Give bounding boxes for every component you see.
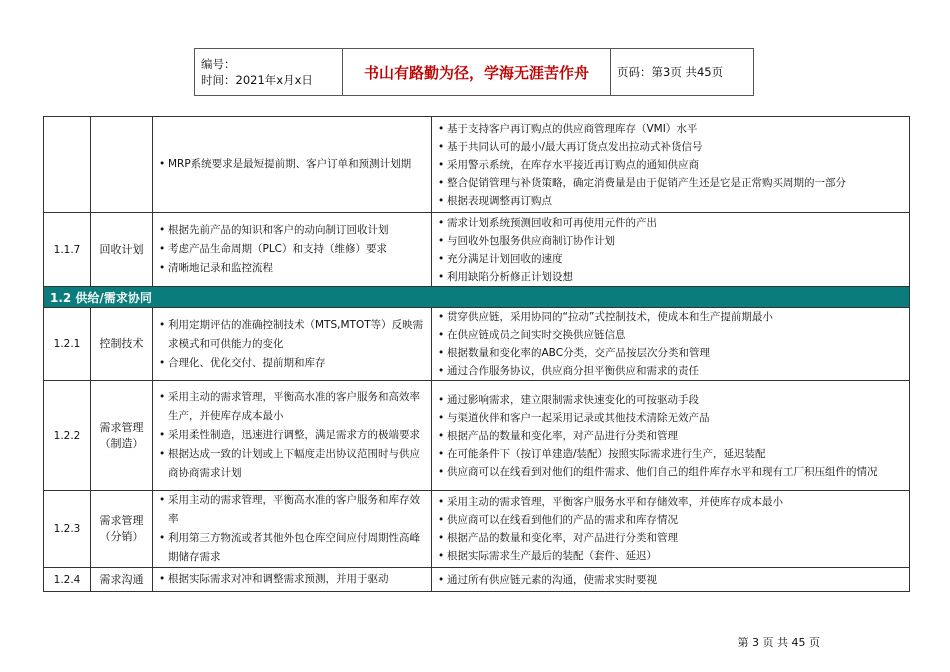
bullet-list [438, 308, 903, 380]
page-footer: 第 3 页 共 45 页 [737, 636, 820, 649]
bullet-item: • 根据达成一致的计划或上下幅度走出协议范围时与供应商协商需求计划 [159, 445, 425, 483]
bullet-item: • 采用主动的需求管理，平衡高水准的客户服务和库存效率 [159, 491, 425, 529]
bullet-item: • 充分满足计划回收的速度 [438, 250, 903, 268]
item-name: 需求管理（分销） [91, 491, 153, 568]
bullet-item: • 采用主动的需求管理，平衡高水准的客户服务和高效率生产，并使库存成本最小 [159, 388, 425, 426]
time-label: 时间：2021年x月x日 [201, 73, 313, 87]
item-name: 控制技术 [91, 308, 153, 381]
item-number: 1.2.3 [44, 491, 91, 568]
bullet-list [159, 316, 425, 373]
right-criteria-cell [432, 308, 910, 381]
content-table-body [44, 117, 910, 592]
item-number [44, 117, 91, 213]
item-number: 1.1.7 [44, 213, 91, 287]
bullet-list [438, 493, 903, 565]
bullet-item: • 利用缺陷分析修正计划设想 [438, 268, 903, 286]
section-header-row [44, 287, 910, 308]
bullet-item: • 在可能条件下（按订单建造/装配）按照实际需求进行生产，延迟装配 [438, 445, 903, 463]
table-row [44, 213, 910, 287]
right-criteria-cell [432, 381, 910, 491]
left-criteria-cell [153, 308, 432, 381]
table-row [44, 491, 910, 568]
item-number: 1.2.4 [44, 568, 91, 592]
table-row [44, 568, 910, 592]
item-name: 需求管理（制造） [91, 381, 153, 491]
bullet-item: • 与回收外包服务供应商制订协作计划 [438, 232, 903, 250]
content-table [43, 116, 910, 592]
bullet-item: • 清晰地记录和监控流程 [159, 259, 425, 278]
bullet-list [159, 221, 425, 278]
bullet-item: • 基于支持客户再订购点的供应商管理库存（VMI）水平 [438, 120, 903, 138]
bullet-list [159, 155, 425, 174]
left-criteria-cell [153, 213, 432, 287]
right-criteria-cell [432, 213, 910, 287]
bullet-list [438, 571, 903, 589]
bullet-item: • 供应商可以在线看到他们的产品的需求和库存情况 [438, 511, 903, 529]
header-page-info: 页码：第3页 共45页 [611, 49, 754, 96]
bullet-item: • 需求计划系统预测回收和可再使用元件的产出 [438, 214, 903, 232]
header-motto: 书山有路勤为径，学海无涯苦作舟 [343, 49, 611, 96]
bullet-list [438, 120, 903, 210]
table-row [44, 381, 910, 491]
bullet-item: • 通过影响需求，建立限制需求快速变化的可按驱动手段 [438, 391, 903, 409]
header-meta [195, 49, 343, 96]
bullet-item: • 供应商可以在线看到对他们的组件需求、他们自己的组件库存水平和现有工厂积压组件的情况 [438, 463, 903, 481]
bullet-list [159, 570, 425, 589]
bullet-item: • 通过所有供应链元素的沟通，使需求实时要视 [438, 571, 903, 589]
left-criteria-cell [153, 568, 432, 592]
bullet-item: • 考虑产品生命周期（PLC）和支持（维修）要求 [159, 240, 425, 259]
bullet-item: • 采用柔性制造，迅速进行调整，满足需求方的极端要求 [159, 426, 425, 445]
item-name: 需求沟通 [91, 568, 153, 592]
bullet-item: • 采用警示系统，在库存水平接近再订购点的通知供应商 [438, 156, 903, 174]
bullet-item: • 与渠道伙伴和客户一起采用记录或其他技术清除无效产品 [438, 409, 903, 427]
bullet-item: • 根据表现调整再订购点 [438, 192, 903, 210]
left-criteria-cell [153, 491, 432, 568]
bullet-item: • 根据产品的数量和变化率，对产品进行分类和管理 [438, 529, 903, 547]
bullet-list [159, 491, 425, 567]
item-name: 回收计划 [91, 213, 153, 287]
bullet-item: • 利用第三方物流或者其他外包仓库空间应付周期性高峰期储存需求 [159, 529, 425, 567]
page-header [194, 48, 754, 96]
left-criteria-cell [153, 117, 432, 213]
right-criteria-cell [432, 568, 910, 592]
right-criteria-cell [432, 117, 910, 213]
bullet-item: • 整合促销管理与补货策略，确定消费量是由于促销产生还是它是正常购买周期的一部分 [438, 174, 903, 192]
bullet-item: • 基于共同认可的最小/最大再订货点发出拉动式补货信号 [438, 138, 903, 156]
bullet-item: • 根据先前产品的知识和客户的动向制订回收计划 [159, 221, 425, 240]
bullet-item: • 通过合作服务协议，供应商分担平衡供应和需求的责任 [438, 362, 903, 380]
section-title: 1.2 供给/需求协同 [44, 287, 910, 308]
bullet-item: • 在供应链成员之间实时交换供应链信息 [438, 326, 903, 344]
bullet-list [159, 388, 425, 483]
bullet-item: • 利用定期评估的准确控制技术（MTS,MTOT等）反映需求模式和可供能力的变化 [159, 316, 425, 354]
bullet-list [438, 214, 903, 286]
bullet-list [438, 391, 903, 481]
bullet-item: • MRP系统要求是最短提前期、客户订单和预测计划期 [159, 155, 425, 174]
left-criteria-cell [153, 381, 432, 491]
bullet-item: • 根据实际需求生产最后的装配（套件、延迟） [438, 547, 903, 565]
serial-label: 编号： [201, 57, 236, 71]
bullet-item: • 贯穿供应链，采用协同的“拉动”式控制技术，使成本和生产提前期最小 [438, 308, 903, 326]
right-criteria-cell [432, 491, 910, 568]
bullet-item: • 采用主动的需求管理，平衡客户服务水平和存储效率，并使库存成本最小 [438, 493, 903, 511]
bullet-item: • 根据数量和变化率的ABC分类，交产品按层次分类和管理 [438, 344, 903, 362]
table-row [44, 308, 910, 381]
item-number: 1.2.1 [44, 308, 91, 381]
item-number: 1.2.2 [44, 381, 91, 491]
bullet-item: • 合理化、优化交付、提前期和库存 [159, 354, 425, 373]
bullet-item: • 根据产品的数量和变化率，对产品进行分类和管理 [438, 427, 903, 445]
table-row [44, 117, 910, 213]
item-name [91, 117, 153, 213]
bullet-item: • 根据实际需求对冲和调整需求预测，并用于驱动 [159, 570, 425, 589]
